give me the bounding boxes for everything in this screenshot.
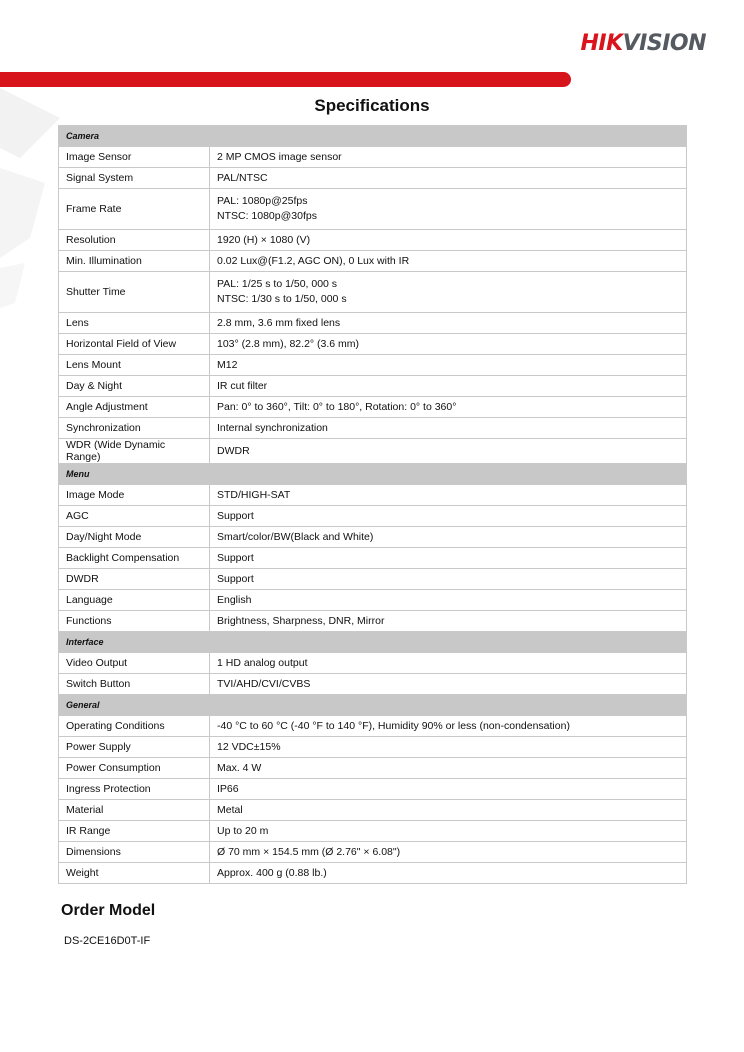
spec-value [210, 251, 687, 272]
spec-label: Day/Night Mode [59, 527, 210, 548]
spec-value [210, 590, 687, 611]
spec-value [210, 653, 687, 674]
spec-value-line: Smart/color/BW(Black and White) [217, 531, 374, 543]
spec-value-line: PAL: 1080p@25fps [217, 195, 308, 207]
spec-value [210, 334, 687, 355]
table-row [59, 397, 687, 418]
spec-value [210, 272, 687, 313]
spec-label: DWDR [59, 569, 210, 590]
table-row [59, 189, 687, 230]
table-row [59, 418, 687, 439]
table-row [59, 147, 687, 168]
table-row [59, 611, 687, 632]
spec-value [210, 548, 687, 569]
spec-value [210, 485, 687, 506]
spec-label: Signal System [59, 168, 210, 189]
spec-value-line: Metal [217, 804, 243, 816]
spec-label: Functions [59, 611, 210, 632]
table-row [59, 800, 687, 821]
brand-logo [580, 31, 706, 56]
spec-label: Angle Adjustment [59, 397, 210, 418]
spec-label: Day & Night [59, 376, 210, 397]
table-row [59, 485, 687, 506]
table-row [59, 779, 687, 800]
spec-value [210, 439, 687, 464]
spec-value [210, 842, 687, 863]
spec-value-line: Support [217, 552, 254, 564]
spec-value-line: Support [217, 573, 254, 585]
spec-value-line: NTSC: 1080p@30fps [217, 210, 317, 222]
spec-label: Operating Conditions [59, 716, 210, 737]
spec-label: Material [59, 800, 210, 821]
spec-value-line: DWDR [217, 445, 250, 457]
section-title: Menu [59, 464, 687, 485]
spec-value-line: 0.02 Lux@(F1.2, AGC ON), 0 Lux with IR [217, 255, 410, 267]
table-row [59, 313, 687, 334]
spec-label: WDR (Wide Dynamic Range) [59, 439, 210, 464]
spec-label: Video Output [59, 653, 210, 674]
table-row [59, 590, 687, 611]
spec-label: Lens Mount [59, 355, 210, 376]
spec-value-line: Approx. 400 g (0.88 lb.) [217, 867, 327, 879]
spec-value-line: Pan: 0° to 360°, Tilt: 0° to 180°, Rotation: 0° to 360° [217, 401, 457, 413]
section-title: General [59, 695, 687, 716]
table-row [59, 230, 687, 251]
table-row [59, 527, 687, 548]
table-row [59, 674, 687, 695]
spec-label: Synchronization [59, 418, 210, 439]
page-title: Specifications [314, 96, 430, 115]
spec-value [210, 527, 687, 548]
spec-value-line: PAL: 1/25 s to 1/50, 000 s [217, 278, 338, 290]
spec-value-line: Max. 4 W [217, 762, 262, 774]
spec-value-line: -40 °C to 60 °C (-40 °F to 140 °F), Humidity 90% or less (non-condensation) [217, 720, 570, 732]
spec-value-line: Up to 20 m [217, 825, 269, 837]
spec-value [210, 397, 687, 418]
spec-value-line: IR cut filter [217, 380, 268, 392]
spec-value-line: 12 VDC±15% [217, 741, 281, 753]
spec-value-line: NTSC: 1/30 s to 1/50, 000 s [217, 293, 347, 305]
spec-value-line: 2 MP CMOS image sensor [217, 151, 342, 163]
spec-value [210, 800, 687, 821]
spec-value-line: Support [217, 510, 254, 522]
spec-label: Power Supply [59, 737, 210, 758]
spec-value [210, 758, 687, 779]
section-title: Interface [59, 632, 687, 653]
table-row [59, 168, 687, 189]
spec-value [210, 147, 687, 168]
spec-label: Backlight Compensation [59, 548, 210, 569]
spec-value [210, 355, 687, 376]
spec-label: AGC [59, 506, 210, 527]
table-row [59, 821, 687, 842]
spec-value-line: STD/HIGH-SAT [217, 489, 291, 501]
spec-value [210, 376, 687, 397]
table-row [59, 842, 687, 863]
spec-label: Language [59, 590, 210, 611]
spec-label: Weight [59, 863, 210, 884]
spec-label: Power Consumption [59, 758, 210, 779]
spec-label: IR Range [59, 821, 210, 842]
table-row [59, 439, 687, 464]
table-row [59, 863, 687, 884]
spec-value [210, 313, 687, 334]
specifications-table [58, 125, 687, 884]
spec-label: Horizontal Field of View [59, 334, 210, 355]
spec-value-line: PAL/NTSC [217, 172, 268, 184]
spec-label: Image Sensor [59, 147, 210, 168]
spec-value [210, 230, 687, 251]
table-row [59, 716, 687, 737]
spec-value [210, 779, 687, 800]
brand-logo-part1: HIK [580, 31, 623, 56]
spec-value-line: Brightness, Sharpness, DNR, Mirror [217, 615, 385, 627]
table-row [59, 506, 687, 527]
table-row [59, 251, 687, 272]
section-header-row [59, 464, 687, 485]
spec-value [210, 168, 687, 189]
spec-value-line: 2.8 mm, 3.6 mm fixed lens [217, 317, 341, 329]
spec-value [210, 863, 687, 884]
spec-label: Switch Button [59, 674, 210, 695]
spec-label: Ingress Protection [59, 779, 210, 800]
table-row [59, 272, 687, 313]
table-row [59, 548, 687, 569]
spec-value [210, 189, 687, 230]
table-row [59, 334, 687, 355]
spec-label: Resolution [59, 230, 210, 251]
brand-logo-part2: VISION [622, 31, 706, 56]
spec-value [210, 737, 687, 758]
spec-value-line: 1920 (H) × 1080 (V) [217, 234, 311, 246]
spec-value-line: 103° (2.8 mm), 82.2° (3.6 mm) [217, 338, 360, 350]
order-model-number: DS-2CE16D0T-IF [64, 935, 151, 947]
spec-value-line: Ø 70 mm × 154.5 mm (Ø 2.76" × 6.08") [217, 846, 401, 858]
spec-label: Dimensions [59, 842, 210, 863]
table-row [59, 758, 687, 779]
spec-value-line: 1 HD analog output [217, 657, 308, 669]
spec-value [210, 611, 687, 632]
spec-value [210, 674, 687, 695]
spec-value-line: English [217, 594, 252, 606]
spec-value-line: Internal synchronization [217, 422, 328, 434]
spec-value [210, 506, 687, 527]
spec-value-line: TVI/AHD/CVI/CVBS [217, 678, 311, 690]
spec-value-line: M12 [217, 359, 238, 371]
spec-label: Image Mode [59, 485, 210, 506]
order-model-heading: Order Model [61, 902, 156, 919]
section-header-row [59, 695, 687, 716]
spec-value [210, 716, 687, 737]
spec-value [210, 418, 687, 439]
spec-label: Frame Rate [59, 189, 210, 230]
table-row [59, 653, 687, 674]
table-row [59, 376, 687, 397]
spec-value [210, 821, 687, 842]
spec-value-line: IP66 [217, 783, 239, 795]
header-accent-bar [0, 72, 571, 87]
table-row [59, 355, 687, 376]
spec-label: Shutter Time [59, 272, 210, 313]
spec-value [210, 569, 687, 590]
table-row [59, 737, 687, 758]
table-row [59, 569, 687, 590]
section-title: Camera [59, 126, 687, 147]
spec-label: Min. Illumination [59, 251, 210, 272]
section-header-row [59, 126, 687, 147]
spec-label: Lens [59, 313, 210, 334]
section-header-row [59, 632, 687, 653]
